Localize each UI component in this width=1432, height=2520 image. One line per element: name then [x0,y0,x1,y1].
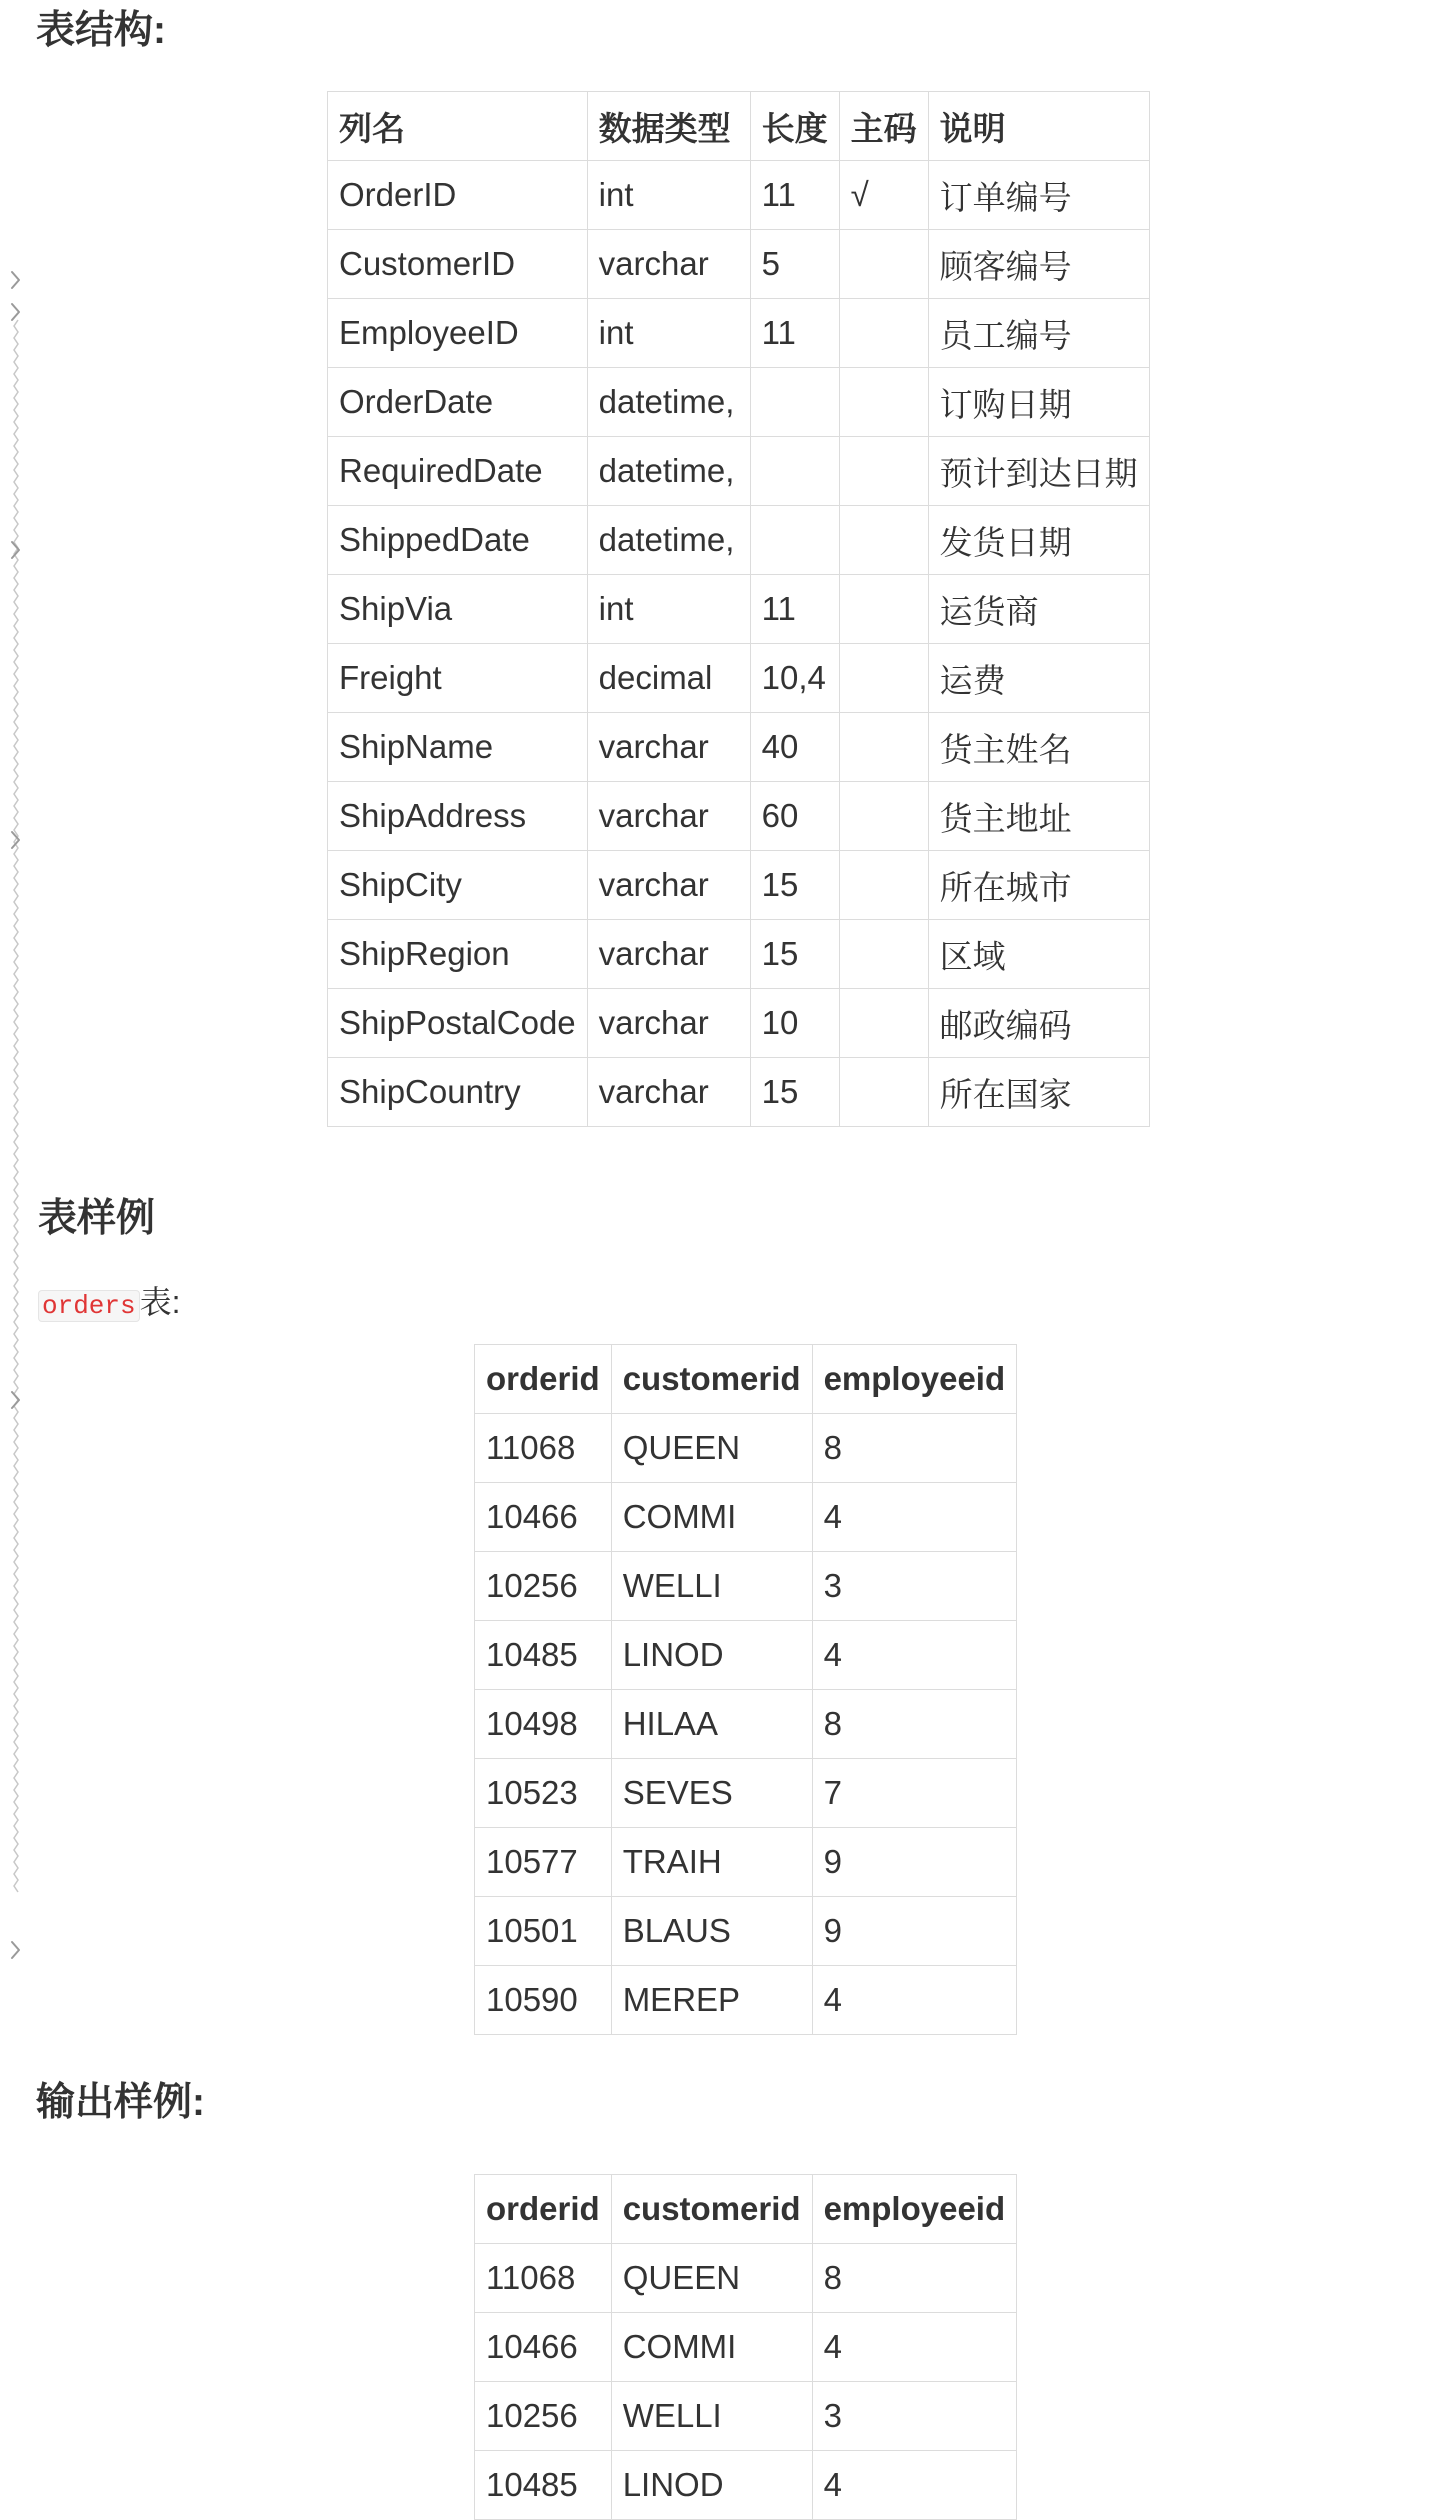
table-cell: 15 [750,851,839,920]
table-cell: 4 [812,1621,1017,1690]
table-cell [839,989,928,1058]
column-header: 主码 [839,92,928,161]
table-row [328,713,1150,782]
table-cell [839,851,928,920]
table-cell: datetime, [587,506,750,575]
table-cell [839,506,928,575]
table-cell: WELLI [611,1552,812,1621]
table-cell: 8 [812,1414,1017,1483]
table-cell: 11068 [475,2244,612,2313]
table-row [328,1058,1150,1127]
table-cell: 10485 [475,2451,612,2520]
table-cell: int [587,575,750,644]
table-row [328,644,1150,713]
orders-sample-table [474,1344,1017,2035]
table-row [475,1828,1017,1897]
table-row [328,920,1150,989]
table-row [475,2244,1017,2313]
orders-caption-suffix: 表: [139,1284,181,1320]
table-cell: varchar [587,920,750,989]
table-cell: varchar [587,782,750,851]
table-cell: SEVES [611,1759,812,1828]
table-cell: 顾客编号 [928,230,1149,299]
table-cell [839,575,928,644]
chevron-right-icon[interactable] [12,272,19,288]
table-cell [839,920,928,989]
table-cell: ShipPostalCode [328,989,588,1058]
table-row [328,575,1150,644]
table-cell: 10466 [475,1483,612,1552]
table-cell [839,230,928,299]
table-cell: 员工编号 [928,299,1149,368]
table-row [475,1690,1017,1759]
table-cell: 10590 [475,1966,612,2035]
column-header: 说明 [928,92,1149,161]
table-cell: int [587,299,750,368]
table-cell: 4 [812,1483,1017,1552]
table-row [475,2451,1017,2520]
table-cell: 15 [750,920,839,989]
table-cell: 8 [812,1690,1017,1759]
table-row [328,782,1150,851]
table-cell: 10,4 [750,644,839,713]
table-cell: varchar [587,230,750,299]
table-cell: 10501 [475,1897,612,1966]
table-cell: EmployeeID [328,299,588,368]
table-row [475,1897,1017,1966]
column-header: customerid [611,1345,812,1414]
column-header: 数据类型 [587,92,750,161]
table-row [475,1552,1017,1621]
table-row [328,161,1150,230]
table-cell: 5 [750,230,839,299]
fold-gutter[interactable] [0,250,40,1990]
table-row [475,2313,1017,2382]
column-header: customerid [611,2175,812,2244]
table-cell: int [587,161,750,230]
table-cell: 10485 [475,1621,612,1690]
chevron-right-icon[interactable] [12,1942,19,1958]
column-header: employeeid [812,1345,1017,1414]
table-cell: 4 [812,1966,1017,2035]
table-cell: TRAIH [611,1828,812,1897]
table-structure-heading: 表结构: [36,9,166,52]
table-cell: BLAUS [611,1897,812,1966]
table-cell: 4 [812,2451,1017,2520]
table-cell: MEREP [611,1966,812,2035]
output-sample-table [474,2174,1017,2520]
table-cell: varchar [587,713,750,782]
table-cell: 11 [750,299,839,368]
table-cell: varchar [587,989,750,1058]
table-cell: 10 [750,989,839,1058]
table-cell: 4 [812,2313,1017,2382]
table-cell [750,368,839,437]
column-header: 长度 [750,92,839,161]
table-cell: 10577 [475,1828,612,1897]
table-row [328,989,1150,1058]
table-cell: 货主姓名 [928,713,1149,782]
orders-code: orders [38,1290,140,1322]
structure-table [327,91,1150,1127]
output-sample-heading: 输出样例: [36,2081,205,2124]
table-cell [839,713,928,782]
orders-caption [38,1280,181,1328]
table-cell: 货主地址 [928,782,1149,851]
table-cell: 10498 [475,1690,612,1759]
table-cell: QUEEN [611,1414,812,1483]
table-row [475,1621,1017,1690]
table-cell: 11 [750,161,839,230]
table-cell: ShipVia [328,575,588,644]
table-cell: QUEEN [611,2244,812,2313]
table-cell: LINOD [611,2451,812,2520]
table-cell: 邮政编码 [928,989,1149,1058]
table-row [328,851,1150,920]
table-row [328,437,1150,506]
table-cell: 9 [812,1897,1017,1966]
chevron-right-icon[interactable] [12,1392,19,1408]
table-row [328,506,1150,575]
table-row [475,2382,1017,2451]
table-cell: COMMI [611,2313,812,2382]
table-cell: datetime, [587,437,750,506]
table-cell: 运货商 [928,575,1149,644]
table-cell: 发货日期 [928,506,1149,575]
fold-gutter-graphic [0,250,40,1990]
table-cell: COMMI [611,1483,812,1552]
table-cell: 订单编号 [928,161,1149,230]
table-cell: ShipRegion [328,920,588,989]
table-cell [750,506,839,575]
table-cell: ShipCity [328,851,588,920]
table-cell: 8 [812,2244,1017,2313]
table-cell: 40 [750,713,839,782]
column-header: orderid [475,1345,612,1414]
table-cell [750,437,839,506]
table-cell [839,437,928,506]
table-cell: CustomerID [328,230,588,299]
table-cell: 10523 [475,1759,612,1828]
table-cell [839,782,928,851]
table-cell: 60 [750,782,839,851]
table-cell: 10256 [475,1552,612,1621]
table-cell: 10256 [475,2382,612,2451]
table-cell: 11 [750,575,839,644]
table-cell: HILAA [611,1690,812,1759]
table-row [475,1966,1017,2035]
table-cell: ShippedDate [328,506,588,575]
table-cell [839,299,928,368]
column-header: 列名 [328,92,588,161]
table-row [475,1759,1017,1828]
table-sample-heading: 表样例 [38,1197,156,1240]
table-cell: ShipName [328,713,588,782]
table-cell: √ [839,161,928,230]
table-cell: 11068 [475,1414,612,1483]
table-cell: Freight [328,644,588,713]
table-cell: 3 [812,1552,1017,1621]
table-cell: 区域 [928,920,1149,989]
chevron-right-icon[interactable] [12,304,19,320]
table-row [475,1483,1017,1552]
table-cell: 10466 [475,2313,612,2382]
column-header: employeeid [812,2175,1017,2244]
table-cell: OrderID [328,161,588,230]
table-cell: 所在国家 [928,1058,1149,1127]
table-cell: LINOD [611,1621,812,1690]
table-cell: varchar [587,851,750,920]
table-cell: ShipCountry [328,1058,588,1127]
table-cell [839,644,928,713]
table-row [328,230,1150,299]
table-cell: OrderDate [328,368,588,437]
table-cell: WELLI [611,2382,812,2451]
table-cell: 7 [812,1759,1017,1828]
table-row [475,1414,1017,1483]
table-cell: RequiredDate [328,437,588,506]
table-row [328,368,1150,437]
table-cell: 15 [750,1058,839,1127]
table-cell [839,1058,928,1127]
table-cell: decimal [587,644,750,713]
table-cell: 3 [812,2382,1017,2451]
table-row [328,299,1150,368]
table-cell: datetime, [587,368,750,437]
table-cell: 9 [812,1828,1017,1897]
column-header: orderid [475,2175,612,2244]
table-cell: 所在城市 [928,851,1149,920]
table-cell: 预计到达日期 [928,437,1149,506]
table-cell: 运费 [928,644,1149,713]
table-cell: 订购日期 [928,368,1149,437]
table-cell: varchar [587,1058,750,1127]
table-cell: ShipAddress [328,782,588,851]
table-cell [839,368,928,437]
